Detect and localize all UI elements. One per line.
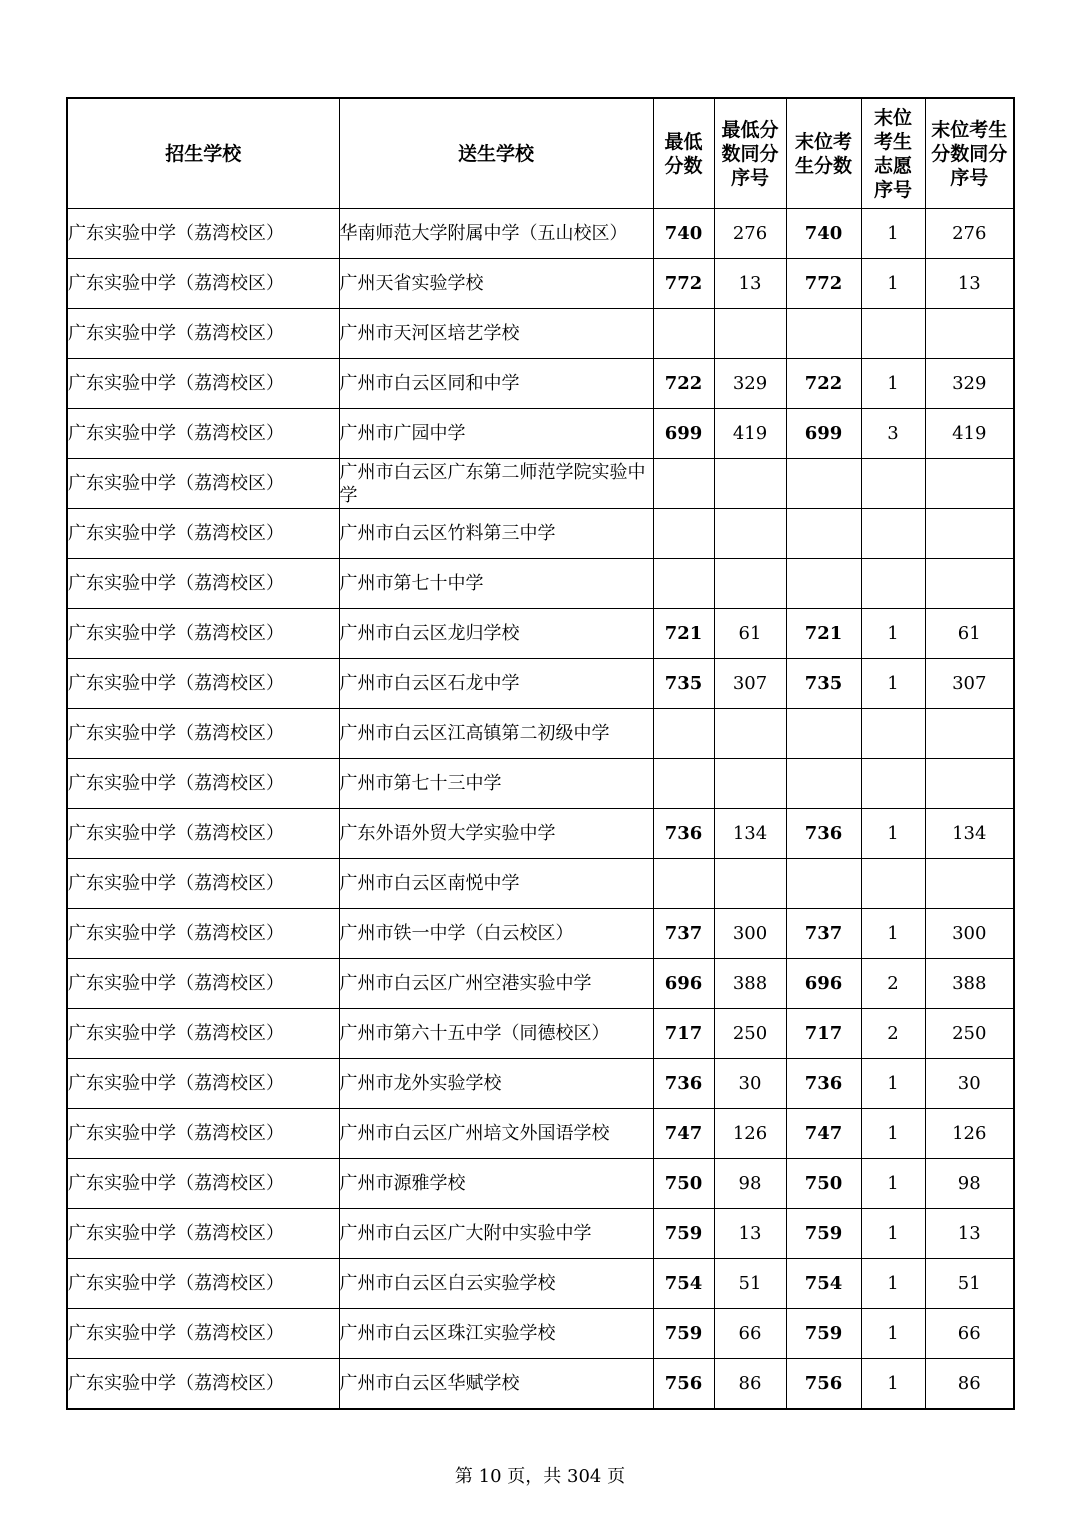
sending-school-cell: 广州市白云区石龙中学 xyxy=(339,659,653,709)
table-row xyxy=(67,909,1014,959)
enrolling-school-cell: 广东实验中学（荔湾校区） xyxy=(67,909,339,959)
last-score-tie-rank-cell: 134 xyxy=(925,809,1014,859)
min-score-cell xyxy=(653,459,714,509)
enrolling-school-cell: 广东实验中学（荔湾校区） xyxy=(67,959,339,1009)
sending-school-cell: 广州市龙外实验学校 xyxy=(339,1059,653,1109)
last-score-tie-rank-cell: 66 xyxy=(925,1309,1014,1359)
last-choice-rank-cell xyxy=(861,459,925,509)
last-score-tie-rank-cell: 126 xyxy=(925,1109,1014,1159)
sending-school-cell: 广州市铁一中学（白云校区） xyxy=(339,909,653,959)
enrolling-school-cell: 广东实验中学（荔湾校区） xyxy=(67,209,339,259)
last-choice-rank-cell: 1 xyxy=(861,359,925,409)
last-score-tie-rank-cell: 86 xyxy=(925,1359,1014,1410)
sending-school-cell: 广州市第七十三中学 xyxy=(339,759,653,809)
min-score-tie-rank-cell: 134 xyxy=(714,809,786,859)
table-row xyxy=(67,259,1014,309)
enrolling-school-cell: 广东实验中学（荔湾校区） xyxy=(67,259,339,309)
table-row xyxy=(67,859,1014,909)
last-score-tie-rank-cell: 300 xyxy=(925,909,1014,959)
enrolling-school-cell: 广东实验中学（荔湾校区） xyxy=(67,709,339,759)
last-score-tie-rank-cell xyxy=(925,709,1014,759)
min-score-cell: 735 xyxy=(653,659,714,709)
last-choice-rank-cell: 1 xyxy=(861,909,925,959)
min-score-cell: 736 xyxy=(653,809,714,859)
header-enrolling-school: 招生学校 xyxy=(67,98,339,209)
enrolling-school-cell: 广东实验中学（荔湾校区） xyxy=(67,1309,339,1359)
min-score-tie-rank-cell: 30 xyxy=(714,1059,786,1109)
last-score-cell: 754 xyxy=(786,1259,861,1309)
enrolling-school-cell: 广东实验中学（荔湾校区） xyxy=(67,609,339,659)
last-choice-rank-cell: 1 xyxy=(861,809,925,859)
last-score-cell xyxy=(786,309,861,359)
sending-school-cell: 广州市天河区培艺学校 xyxy=(339,309,653,359)
last-score-tie-rank-cell: 13 xyxy=(925,259,1014,309)
last-score-tie-rank-cell: 30 xyxy=(925,1059,1014,1109)
table-row xyxy=(67,309,1014,359)
table-row xyxy=(67,1109,1014,1159)
last-score-cell xyxy=(786,709,861,759)
enrolling-school-cell: 广东实验中学（荔湾校区） xyxy=(67,1109,339,1159)
last-choice-rank-cell: 1 xyxy=(861,609,925,659)
min-score-tie-rank-cell xyxy=(714,559,786,609)
enrolling-school-cell: 广东实验中学（荔湾校区） xyxy=(67,859,339,909)
min-score-tie-rank-cell xyxy=(714,309,786,359)
min-score-cell: 717 xyxy=(653,1009,714,1059)
table-row xyxy=(67,1359,1014,1410)
sending-school-cell: 华南师范大学附属中学（五山校区） xyxy=(339,209,653,259)
last-score-tie-rank-cell: 98 xyxy=(925,1159,1014,1209)
last-score-cell: 735 xyxy=(786,659,861,709)
min-score-cell xyxy=(653,559,714,609)
sending-school-cell: 广州市白云区广州空港实验中学 xyxy=(339,959,653,1009)
min-score-cell: 759 xyxy=(653,1309,714,1359)
last-choice-rank-cell xyxy=(861,709,925,759)
last-score-cell xyxy=(786,459,861,509)
sending-school-cell: 广州市白云区广州培文外国语学校 xyxy=(339,1109,653,1159)
sending-school-cell: 广东外语外贸大学实验中学 xyxy=(339,809,653,859)
min-score-tie-rank-cell: 329 xyxy=(714,359,786,409)
min-score-tie-rank-cell xyxy=(714,509,786,559)
sending-school-cell: 广州市第七十中学 xyxy=(339,559,653,609)
admission-score-table xyxy=(66,97,1015,1410)
sending-school-cell: 广州市广园中学 xyxy=(339,409,653,459)
last-choice-rank-cell: 1 xyxy=(861,1309,925,1359)
min-score-tie-rank-cell: 250 xyxy=(714,1009,786,1059)
min-score-tie-rank-cell: 126 xyxy=(714,1109,786,1159)
enrolling-school-cell: 广东实验中学（荔湾校区） xyxy=(67,1009,339,1059)
min-score-cell xyxy=(653,759,714,809)
table-row xyxy=(67,709,1014,759)
last-score-tie-rank-cell xyxy=(925,459,1014,509)
last-choice-rank-cell: 1 xyxy=(861,1109,925,1159)
last-score-cell: 737 xyxy=(786,909,861,959)
min-score-tie-rank-cell xyxy=(714,759,786,809)
last-score-cell: 772 xyxy=(786,259,861,309)
sending-school-cell: 广州市源雅学校 xyxy=(339,1159,653,1209)
min-score-tie-rank-cell: 13 xyxy=(714,259,786,309)
min-score-cell: 750 xyxy=(653,1159,714,1209)
enrolling-school-cell: 广东实验中学（荔湾校区） xyxy=(67,809,339,859)
table-row xyxy=(67,809,1014,859)
last-score-cell: 736 xyxy=(786,809,861,859)
sending-school-cell: 广州市白云区珠江实验学校 xyxy=(339,1309,653,1359)
sending-school-cell: 广州市白云区南悦中学 xyxy=(339,859,653,909)
table-row xyxy=(67,409,1014,459)
table-row xyxy=(67,609,1014,659)
header-min-score-tie-rank: 最低分 数同分 序号 xyxy=(714,98,786,209)
last-score-tie-rank-cell xyxy=(925,559,1014,609)
last-score-cell: 759 xyxy=(786,1209,861,1259)
last-score-cell: 717 xyxy=(786,1009,861,1059)
table-row xyxy=(67,659,1014,709)
table-body xyxy=(67,209,1014,1410)
min-score-cell xyxy=(653,509,714,559)
last-score-cell: 759 xyxy=(786,1309,861,1359)
table-row xyxy=(67,1009,1014,1059)
table-row xyxy=(67,1309,1014,1359)
last-score-tie-rank-cell: 250 xyxy=(925,1009,1014,1059)
sending-school-cell: 广州天省实验学校 xyxy=(339,259,653,309)
last-score-tie-rank-cell: 388 xyxy=(925,959,1014,1009)
enrolling-school-cell: 广东实验中学（荔湾校区） xyxy=(67,1259,339,1309)
last-choice-rank-cell: 2 xyxy=(861,1009,925,1059)
min-score-tie-rank-cell xyxy=(714,709,786,759)
last-score-cell: 756 xyxy=(786,1359,861,1410)
enrolling-school-cell: 广东实验中学（荔湾校区） xyxy=(67,559,339,609)
last-choice-rank-cell: 1 xyxy=(861,1259,925,1309)
min-score-tie-rank-cell: 86 xyxy=(714,1359,786,1410)
last-score-cell xyxy=(786,759,861,809)
min-score-cell xyxy=(653,309,714,359)
table-row xyxy=(67,459,1014,509)
table-row xyxy=(67,359,1014,409)
sending-school-cell: 广州市白云区广东第二师范学院实验中学 xyxy=(339,459,653,509)
min-score-tie-rank-cell: 66 xyxy=(714,1309,786,1359)
enrolling-school-cell: 广东实验中学（荔湾校区） xyxy=(67,659,339,709)
table-header-row xyxy=(67,98,1014,209)
min-score-cell: 747 xyxy=(653,1109,714,1159)
min-score-tie-rank-cell: 300 xyxy=(714,909,786,959)
table-row xyxy=(67,959,1014,1009)
min-score-tie-rank-cell: 98 xyxy=(714,1159,786,1209)
sending-school-cell: 广州市白云区竹料第三中学 xyxy=(339,509,653,559)
table-row xyxy=(67,1209,1014,1259)
min-score-cell: 736 xyxy=(653,1059,714,1109)
last-score-cell xyxy=(786,509,861,559)
last-score-tie-rank-cell: 13 xyxy=(925,1209,1014,1259)
last-score-tie-rank-cell: 329 xyxy=(925,359,1014,409)
enrolling-school-cell: 广东实验中学（荔湾校区） xyxy=(67,1059,339,1109)
last-choice-rank-cell: 1 xyxy=(861,259,925,309)
last-score-tie-rank-cell: 51 xyxy=(925,1259,1014,1309)
header-last-score-tie-rank: 末位考生 分数同分 序号 xyxy=(925,98,1014,209)
last-score-tie-rank-cell xyxy=(925,509,1014,559)
min-score-tie-rank-cell xyxy=(714,459,786,509)
last-choice-rank-cell: 1 xyxy=(861,659,925,709)
sending-school-cell: 广州市白云区华赋学校 xyxy=(339,1359,653,1410)
last-score-tie-rank-cell: 307 xyxy=(925,659,1014,709)
min-score-cell xyxy=(653,709,714,759)
min-score-cell: 772 xyxy=(653,259,714,309)
table-row xyxy=(67,1259,1014,1309)
last-score-cell: 736 xyxy=(786,1059,861,1109)
enrolling-school-cell: 广东实验中学（荔湾校区） xyxy=(67,409,339,459)
min-score-cell: 696 xyxy=(653,959,714,1009)
min-score-cell: 756 xyxy=(653,1359,714,1410)
min-score-tie-rank-cell: 61 xyxy=(714,609,786,659)
table-row xyxy=(67,559,1014,609)
sending-school-cell: 广州市第六十五中学（同德校区） xyxy=(339,1009,653,1059)
sending-school-cell: 广州市白云区同和中学 xyxy=(339,359,653,409)
last-choice-rank-cell: 1 xyxy=(861,1159,925,1209)
sending-school-cell: 广州市白云区江高镇第二初级中学 xyxy=(339,709,653,759)
last-score-cell: 699 xyxy=(786,409,861,459)
last-choice-rank-cell xyxy=(861,309,925,359)
last-score-tie-rank-cell: 276 xyxy=(925,209,1014,259)
min-score-cell: 722 xyxy=(653,359,714,409)
enrolling-school-cell: 广东实验中学（荔湾校区） xyxy=(67,309,339,359)
header-last-choice-rank: 末位 考生 志愿 序号 xyxy=(861,98,925,209)
min-score-tie-rank-cell xyxy=(714,859,786,909)
min-score-tie-rank-cell: 307 xyxy=(714,659,786,709)
min-score-cell: 737 xyxy=(653,909,714,959)
last-score-tie-rank-cell xyxy=(925,859,1014,909)
min-score-cell: 740 xyxy=(653,209,714,259)
last-choice-rank-cell: 1 xyxy=(861,1209,925,1259)
last-choice-rank-cell xyxy=(861,559,925,609)
min-score-cell: 721 xyxy=(653,609,714,659)
header-sending-school: 送生学校 xyxy=(339,98,653,209)
last-score-tie-rank-cell: 61 xyxy=(925,609,1014,659)
sending-school-cell: 广州市白云区白云实验学校 xyxy=(339,1259,653,1309)
enrolling-school-cell: 广东实验中学（荔湾校区） xyxy=(67,1159,339,1209)
enrolling-school-cell: 广东实验中学（荔湾校区） xyxy=(67,759,339,809)
table-row xyxy=(67,759,1014,809)
enrolling-school-cell: 广东实验中学（荔湾校区） xyxy=(67,459,339,509)
table-row xyxy=(67,1159,1014,1209)
last-score-cell xyxy=(786,859,861,909)
page-footer: 第 10 页，共 304 页 xyxy=(454,1466,626,1487)
last-choice-rank-cell xyxy=(861,759,925,809)
min-score-tie-rank-cell: 388 xyxy=(714,959,786,1009)
sending-school-cell: 广州市白云区龙归学校 xyxy=(339,609,653,659)
enrolling-school-cell: 广东实验中学（荔湾校区） xyxy=(67,1209,339,1259)
table-row xyxy=(67,509,1014,559)
last-score-tie-rank-cell xyxy=(925,309,1014,359)
last-score-cell: 750 xyxy=(786,1159,861,1209)
last-choice-rank-cell xyxy=(861,859,925,909)
min-score-tie-rank-cell: 51 xyxy=(714,1259,786,1309)
last-score-tie-rank-cell: 419 xyxy=(925,409,1014,459)
header-min-score: 最低 分数 xyxy=(653,98,714,209)
table-row xyxy=(67,209,1014,259)
min-score-tie-rank-cell: 276 xyxy=(714,209,786,259)
enrolling-school-cell: 广东实验中学（荔湾校区） xyxy=(67,1359,339,1410)
last-choice-rank-cell: 1 xyxy=(861,209,925,259)
last-choice-rank-cell: 1 xyxy=(861,1359,925,1410)
last-score-cell: 696 xyxy=(786,959,861,1009)
min-score-cell: 754 xyxy=(653,1259,714,1309)
last-choice-rank-cell: 2 xyxy=(861,959,925,1009)
last-choice-rank-cell: 1 xyxy=(861,1059,925,1109)
min-score-cell: 759 xyxy=(653,1209,714,1259)
last-score-cell: 721 xyxy=(786,609,861,659)
min-score-cell: 699 xyxy=(653,409,714,459)
min-score-tie-rank-cell: 13 xyxy=(714,1209,786,1259)
last-score-cell: 747 xyxy=(786,1109,861,1159)
last-score-cell: 722 xyxy=(786,359,861,409)
min-score-tie-rank-cell: 419 xyxy=(714,409,786,459)
min-score-cell xyxy=(653,859,714,909)
last-score-cell xyxy=(786,559,861,609)
last-choice-rank-cell xyxy=(861,509,925,559)
header-last-score: 末位考 生分数 xyxy=(786,98,861,209)
last-score-tie-rank-cell xyxy=(925,759,1014,809)
sending-school-cell: 广州市白云区广大附中实验中学 xyxy=(339,1209,653,1259)
last-score-cell: 740 xyxy=(786,209,861,259)
enrolling-school-cell: 广东实验中学（荔湾校区） xyxy=(67,509,339,559)
table-row xyxy=(67,1059,1014,1109)
enrolling-school-cell: 广东实验中学（荔湾校区） xyxy=(67,359,339,409)
last-choice-rank-cell: 3 xyxy=(861,409,925,459)
